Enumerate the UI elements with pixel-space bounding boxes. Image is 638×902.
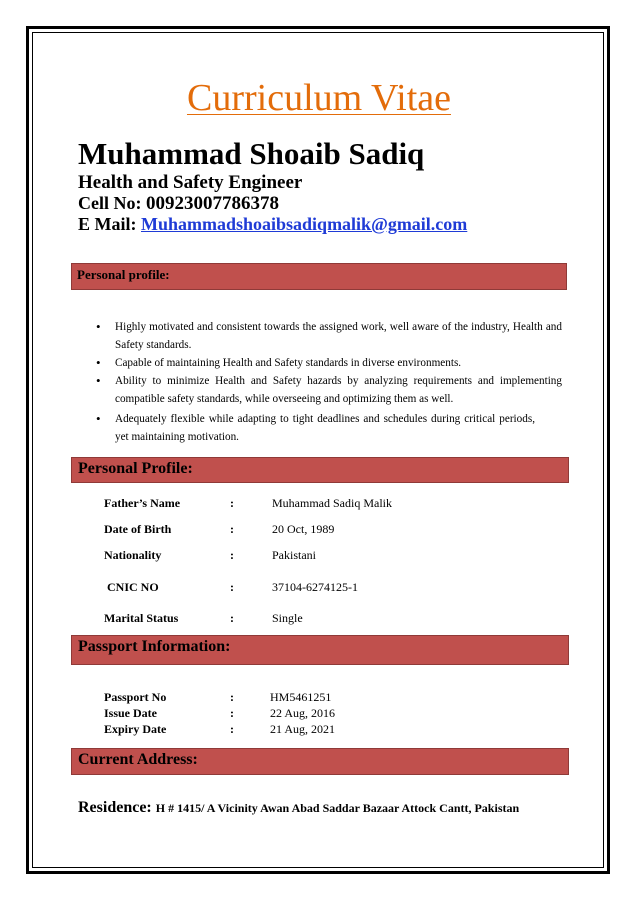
email-link[interactable]: Muhammadshoaibsadiqmalik@gmail.com [141, 214, 468, 234]
section-bar-personal-details [71, 457, 569, 483]
list-item: • Adequately flexible while adapting to tight deadlines and schedules during critical periods, yet maintaining motivation. [92, 410, 535, 446]
table-row: CNIC NO : 37104-6274125-1 [104, 580, 358, 594]
candidate-role: Health and Safety Engineer [78, 172, 303, 193]
email [78, 214, 467, 235]
table-row: Date of Birth : 20 Oct, 1989 [104, 522, 335, 536]
document-title [0, 76, 638, 120]
list-item: • Capable of maintaining Health and Safety standards in diverse environments. [92, 354, 562, 372]
section-heading: Current Address: [78, 751, 198, 768]
section-bar-current-address [71, 748, 569, 775]
table-row: Father’s Name : Muhammad Sadiq Malik [104, 496, 392, 510]
cell-label: Cell No: [78, 193, 142, 213]
list-item: • Ability to minimize Health and Safety hazards by analyzing requirements and implementing compatible safety standards, while overseeing and optimizing them as well. [92, 372, 562, 408]
table-row: Passport No : HM5461251 [104, 690, 332, 704]
candidate-name: Muhammad Shoaib Sadiq [78, 136, 425, 171]
document-title-text: Curriculum Vitae [186, 77, 451, 119]
email-label: E Mail: [78, 214, 137, 234]
table-row: Marital Status : Single [104, 611, 303, 625]
section-heading: Personal profile: [77, 267, 170, 282]
section-bar-personal-profile-summary [71, 263, 567, 290]
profile-list [92, 318, 562, 446]
residence-value: H # 1415/ A Vicinity Awan Abad Saddar Bazaar Attock Cantt, Pakistan [155, 801, 520, 815]
table-row: Expiry Date : 21 Aug, 2021 [104, 722, 336, 736]
section-heading: Personal Profile: [78, 460, 193, 477]
cell-value: 00923007786378 [145, 193, 279, 214]
residence-label: Residence: [78, 799, 152, 816]
table-row: Nationality : Pakistani [104, 548, 316, 562]
section-heading: Passport Information: [78, 638, 231, 655]
section-bar-passport [71, 635, 569, 665]
cell-number [78, 193, 279, 215]
table-row: Issue Date : 22 Aug, 2016 [104, 706, 336, 720]
list-item: • Highly motivated and consistent towards the assigned work, well aware of the industry, Health and Safety standards. [92, 318, 562, 354]
residence [78, 799, 519, 817]
